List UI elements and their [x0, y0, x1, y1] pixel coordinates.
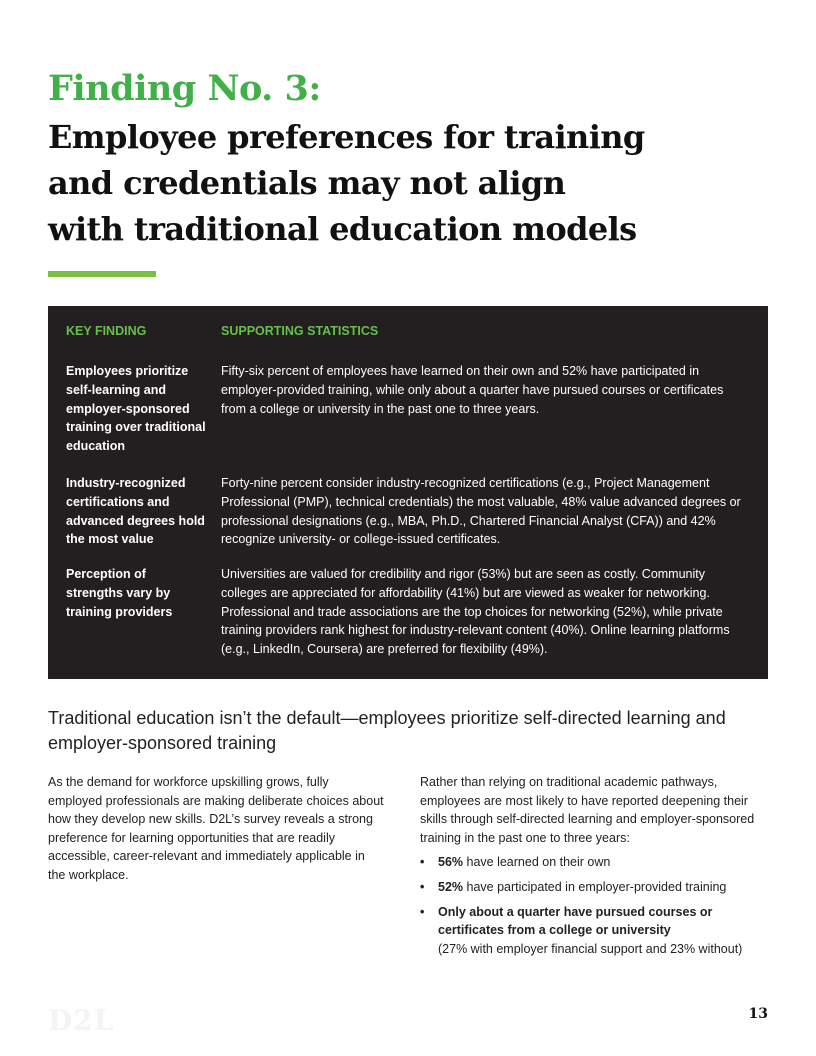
- table-row: [66, 474, 750, 565]
- d2l-logo: D2L: [48, 1004, 115, 1037]
- right-column: [420, 773, 768, 964]
- stat-value: 56%: [438, 855, 464, 870]
- title-line: and credentials may not align: [48, 164, 566, 202]
- bullet-icon: •: [420, 904, 425, 919]
- table-row: [66, 362, 750, 474]
- stat-text: have participated in employer-provided training: [463, 879, 727, 894]
- stat-note: (27% with employer financial support and 23% without): [438, 941, 743, 956]
- accent-rule: [48, 271, 156, 277]
- key-finding-header: KEY FINDING: [66, 324, 147, 338]
- stat-text: have learned on their own: [463, 855, 611, 870]
- finding-label: Finding No. 3:: [48, 68, 321, 109]
- table-row: [66, 565, 750, 665]
- supporting-statistics-cell: Fifty-six percent of employees have learned on their own and 52% have participated in employer-provided training, while only about a quarter have pursued courses or certificates from a college or university in the past one to three years.: [221, 364, 724, 416]
- key-findings-table: [48, 306, 768, 679]
- statistics-list: [420, 853, 768, 958]
- key-finding-cell: Employees prioritize self-learning and employer-sponsored training over traditional education: [66, 364, 206, 454]
- list-item: [420, 878, 768, 897]
- key-finding-cell: Perception of strengths vary by training providers: [66, 567, 173, 619]
- left-column-paragraph: As the demand for workforce upskilling grows, fully employed professionals are making deliberate choices about how they develop new skills. D2L’s survey reveals a strong preference for learning opportunities that are readily accessible, career-relevant and immediately applicable in the workplace.: [48, 775, 384, 882]
- supporting-statistics-cell: Universities are valued for credibility and rigor (53%) but are seen as costly. Community colleges are appreciated for affordability (41%) but are viewed as weaker for networking. Professional and trade associations are the top choices for networking (52%), while private training providers rank highest for industry-relevant content (40%). Online learning platforms (e.g., LinkedIn, Coursera) are preferred for flexibility (49%).: [221, 567, 730, 657]
- bullet-icon: •: [420, 855, 425, 870]
- section-subheading: Traditional education isn’t the default—employees prioritize self-directed learning and employer-sponsored training: [48, 708, 726, 753]
- title-line: Employee preferences for training: [48, 118, 645, 156]
- page-title: [48, 114, 768, 252]
- stat-value: Only about a quarter have pursued courses or certificates from a college or university: [438, 904, 713, 938]
- bullet-icon: •: [420, 879, 425, 894]
- key-finding-cell: Industry-recognized certifications and advanced degrees hold the most value: [66, 476, 205, 547]
- page-number: 13: [748, 1006, 768, 1022]
- list-item: [420, 853, 768, 872]
- right-column-intro: Rather than relying on traditional academic pathways, employees are most likely to have reported deepening their skills through self-directed learning and employer-sponsored training in the past one to three years:: [420, 775, 755, 845]
- supporting-statistics-cell: Forty-nine percent consider industry-recognized certifications (e.g., Project Management Professional (PMP), technical credentials) the most valuable, 48% value advanced degrees or professional designations (e.g., MBA, Ph.D., Chartered Financial Analyst (CFA)) and 42% recognize university- or college-issued certificates.: [221, 476, 741, 547]
- title-line: with traditional education models: [48, 210, 637, 248]
- list-item: [420, 903, 768, 959]
- stat-value: 52%: [438, 879, 464, 894]
- table-header-row: [66, 322, 750, 362]
- supporting-statistics-header: SUPPORTING STATISTICS: [221, 324, 379, 338]
